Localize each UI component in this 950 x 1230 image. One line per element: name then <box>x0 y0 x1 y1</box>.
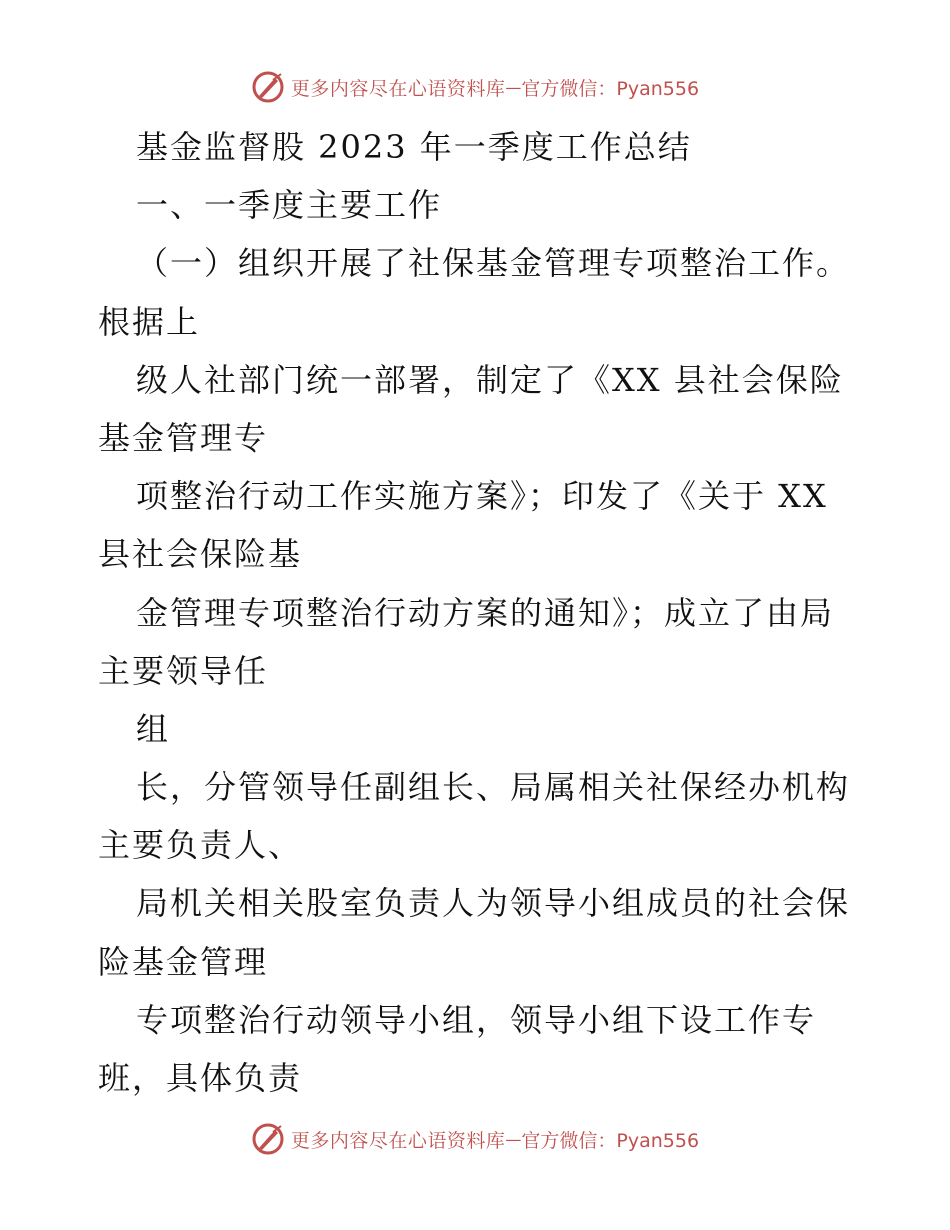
watermark-text: 更多内容尽在心语资料库 <box>290 1129 506 1152</box>
paragraph-line: 局机关相关股室负责人为领导小组成员的社会保 <box>136 884 851 923</box>
watermark-text: 更多内容尽在心语资料库 <box>290 77 506 100</box>
watermark-contact: 官方微信：Pyan556 <box>521 1129 700 1152</box>
paragraph-line: 根据上 <box>98 302 201 341</box>
paragraph-line: （一）组织开展了社保基金管理专项整治工作。 <box>136 244 851 283</box>
paragraph-line: 班，具体负责 <box>98 1059 303 1097</box>
paragraph-line: 专项整治行动领导小组，领导小组下设工作专 <box>136 1000 817 1039</box>
paragraph-line: 长，分管领导任副组长、局属相关社保经办机构 <box>136 768 851 807</box>
paragraph-line: 主要负责人、 <box>98 826 303 865</box>
paragraph-line: 险基金管理 <box>98 942 269 981</box>
document-body <box>98 118 858 1107</box>
paragraph-line: 县社会保险基 <box>98 535 303 574</box>
paragraph-line: 级人社部门统一部署，制定了《XX 县社会保险 <box>136 360 844 399</box>
paragraph-line: 项整治行动工作实施方案》；印发了《关于 XX <box>136 477 828 516</box>
header-watermark <box>0 70 950 104</box>
paragraph-line: 基金管理专 <box>98 418 269 457</box>
paragraph-line: 金管理专项整治行动方案的通知》；成立了由局 <box>136 593 835 632</box>
quill-circle-icon <box>251 1122 285 1156</box>
paragraph-line: 组 <box>136 709 171 748</box>
paragraph-line: 主要领导任 <box>98 651 269 690</box>
section-heading: 一、一季度主要工作 <box>136 186 443 225</box>
footer-watermark <box>0 1122 950 1156</box>
quill-circle-icon <box>251 70 285 104</box>
document-title: 基金监督股 2023 年一季度工作总结 <box>136 128 692 166</box>
watermark-dash: — <box>505 77 522 97</box>
watermark-contact: 官方微信：Pyan556 <box>521 77 700 100</box>
watermark-dash: — <box>505 1129 522 1149</box>
